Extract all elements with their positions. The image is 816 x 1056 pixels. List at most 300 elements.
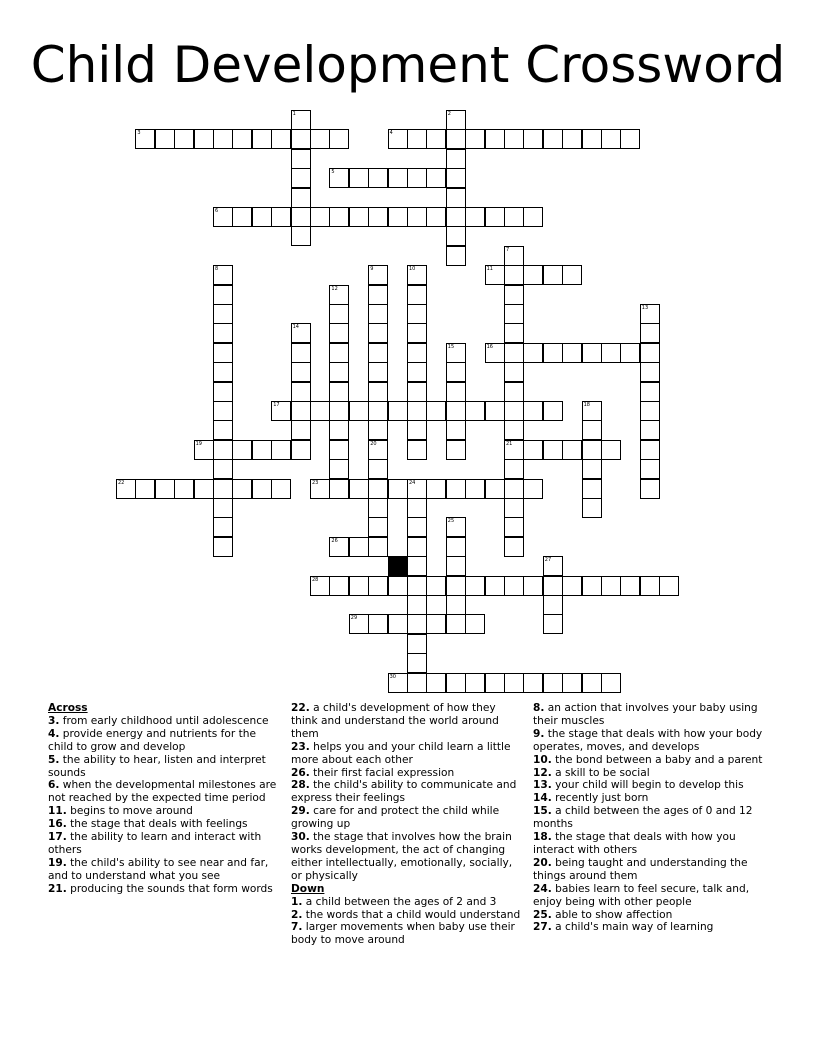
clue-item-number: 7. — [291, 921, 303, 934]
grid-cell[interactable] — [349, 207, 369, 227]
grid-cell[interactable] — [504, 673, 524, 693]
grid-cell[interactable] — [407, 595, 427, 615]
grid-cell[interactable] — [368, 420, 388, 440]
grid-cell[interactable] — [407, 285, 427, 305]
grid-cell[interactable] — [523, 673, 543, 693]
grid-cell[interactable] — [620, 343, 640, 363]
grid-cell[interactable] — [329, 285, 349, 305]
grid-cell[interactable] — [640, 343, 660, 363]
grid-cell[interactable] — [388, 576, 408, 596]
grid-cell[interactable] — [601, 673, 621, 693]
grid-cell[interactable] — [504, 459, 524, 479]
grid-cell[interactable] — [329, 168, 349, 188]
grid-cell[interactable] — [426, 401, 446, 421]
grid-cell[interactable] — [446, 595, 466, 615]
black-cell — [388, 556, 408, 576]
grid-cell[interactable] — [543, 265, 563, 285]
grid-cell[interactable] — [582, 440, 602, 460]
clue-item-number: 12. — [533, 766, 552, 779]
grid-cell[interactable] — [310, 479, 330, 499]
grid-cell[interactable] — [504, 343, 524, 363]
grid-cell[interactable] — [640, 420, 660, 440]
grid-cell[interactable] — [213, 459, 233, 479]
grid-cell[interactable] — [407, 440, 427, 460]
grid-cell[interactable] — [640, 479, 660, 499]
grid-cell[interactable] — [504, 382, 524, 402]
grid-cell[interactable] — [329, 420, 349, 440]
grid-cell[interactable] — [252, 440, 272, 460]
grid-cell[interactable] — [271, 440, 291, 460]
grid-cell[interactable] — [155, 479, 175, 499]
grid-cell[interactable] — [310, 207, 330, 227]
grid-cell[interactable] — [407, 517, 427, 537]
grid-cell[interactable] — [582, 129, 602, 149]
grid-cell[interactable] — [465, 401, 485, 421]
grid-cell[interactable] — [174, 479, 194, 499]
grid-cell[interactable] — [213, 479, 233, 499]
grid-cell[interactable] — [310, 129, 330, 149]
grid-cell[interactable] — [543, 343, 563, 363]
clue-item-text: begins to move around — [66, 805, 193, 818]
grid-cell[interactable] — [446, 246, 466, 266]
grid-cell[interactable] — [368, 343, 388, 363]
grid-cell[interactable] — [640, 440, 660, 460]
clue-item — [533, 883, 765, 909]
grid-cell[interactable] — [582, 343, 602, 363]
grid-cell[interactable] — [446, 226, 466, 246]
grid-cell[interactable] — [523, 207, 543, 227]
grid-cell[interactable] — [523, 343, 543, 363]
grid-cell[interactable] — [562, 343, 582, 363]
grid-cell[interactable] — [310, 401, 330, 421]
grid-cell[interactable] — [601, 440, 621, 460]
grid-cell[interactable] — [504, 479, 524, 499]
grid-cell[interactable] — [465, 614, 485, 634]
clue-item-text: larger movements when baby use their body to move around — [291, 921, 515, 947]
grid-cell[interactable] — [368, 614, 388, 634]
grid-cell[interactable] — [601, 343, 621, 363]
grid-cell[interactable] — [446, 576, 466, 596]
clue-item-number: 18. — [533, 831, 552, 844]
grid-cell[interactable] — [465, 129, 485, 149]
clue-item-text: from early childhood until adolescence — [59, 714, 269, 727]
grid-cell[interactable] — [485, 129, 505, 149]
grid-cell[interactable] — [213, 382, 233, 402]
grid-cell[interactable] — [329, 401, 349, 421]
clue-item — [291, 702, 523, 741]
clue-item — [48, 831, 280, 857]
grid-cell[interactable] — [504, 362, 524, 382]
grid-cell[interactable] — [213, 285, 233, 305]
grid-cell[interactable] — [582, 401, 602, 421]
grid-cell[interactable] — [504, 440, 524, 460]
grid-cell[interactable] — [407, 634, 427, 654]
grid-cell[interactable] — [252, 129, 272, 149]
grid-cell[interactable] — [349, 401, 369, 421]
clue-item-text: care for and protect the child while growing up — [291, 805, 500, 831]
grid-cell[interactable] — [194, 129, 214, 149]
grid-cell[interactable] — [291, 207, 311, 227]
grid-cell[interactable] — [485, 673, 505, 693]
grid-cell[interactable] — [426, 207, 446, 227]
clue-item — [48, 754, 280, 780]
grid-cell[interactable] — [485, 265, 505, 285]
grid-cell[interactable] — [426, 576, 446, 596]
grid-cell[interactable] — [213, 129, 233, 149]
grid-cell[interactable] — [582, 576, 602, 596]
grid-cell[interactable] — [640, 459, 660, 479]
grid-cell[interactable] — [135, 129, 155, 149]
grid-cell[interactable] — [116, 479, 136, 499]
grid-cell[interactable] — [194, 479, 214, 499]
grid-cell[interactable] — [407, 653, 427, 673]
grid-cell[interactable] — [388, 207, 408, 227]
grid-cell[interactable] — [504, 265, 524, 285]
grid-cell[interactable] — [291, 323, 311, 343]
clue-item-number: 23. — [291, 740, 310, 753]
grid-cell[interactable] — [407, 479, 427, 499]
grid-cell[interactable] — [407, 401, 427, 421]
clue-number: 23 — [312, 479, 319, 486]
grid-cell[interactable] — [543, 129, 563, 149]
grid-cell[interactable] — [388, 479, 408, 499]
grid-cell[interactable] — [582, 459, 602, 479]
clue-number: 1 — [292, 111, 296, 117]
clue-number: 29 — [350, 615, 358, 622]
grid-cell[interactable] — [407, 556, 427, 576]
grid-cell[interactable] — [446, 110, 466, 130]
clue-item-number: 1. — [291, 895, 303, 908]
grid-cell[interactable] — [446, 440, 466, 460]
grid-cell[interactable] — [582, 420, 602, 440]
clue-item-text: the ability to hear, listen and interpret sounds — [48, 753, 266, 779]
grid-cell[interactable] — [446, 673, 466, 693]
clue-item-number: 4. — [48, 727, 60, 740]
grid-cell[interactable] — [329, 207, 349, 227]
grid-cell[interactable] — [543, 576, 563, 596]
grid-cell[interactable] — [232, 440, 252, 460]
grid-cell[interactable] — [485, 343, 505, 363]
grid-cell[interactable] — [368, 479, 388, 499]
grid-cell[interactable] — [329, 440, 349, 460]
grid-cell[interactable] — [368, 440, 388, 460]
grid-cell[interactable] — [291, 401, 311, 421]
clue-item-text: the bond between a baby and a parent — [551, 753, 763, 766]
grid-cell[interactable] — [310, 576, 330, 596]
grid-cell[interactable] — [640, 576, 660, 596]
clue-item — [533, 767, 765, 780]
grid-cell[interactable] — [640, 304, 660, 324]
grid-cell[interactable] — [485, 576, 505, 596]
grid-cell[interactable] — [407, 207, 427, 227]
grid-cell[interactable] — [446, 362, 466, 382]
grid-cell[interactable] — [601, 576, 621, 596]
grid-cell[interactable] — [543, 440, 563, 460]
clue-item — [291, 779, 523, 805]
clue-item — [48, 779, 280, 805]
grid-cell[interactable] — [465, 479, 485, 499]
grid-cell[interactable] — [407, 673, 427, 693]
grid-cell[interactable] — [640, 362, 660, 382]
grid-cell[interactable] — [504, 576, 524, 596]
grid-cell[interactable] — [213, 343, 233, 363]
grid-cell[interactable] — [213, 304, 233, 324]
grid-cell[interactable] — [349, 479, 369, 499]
grid-cell[interactable] — [291, 129, 311, 149]
grid-cell[interactable] — [329, 362, 349, 382]
grid-cell[interactable] — [562, 440, 582, 460]
grid-cell[interactable] — [291, 420, 311, 440]
grid-cell[interactable] — [213, 440, 233, 460]
grid-cell[interactable] — [368, 265, 388, 285]
grid-cell[interactable] — [446, 149, 466, 169]
grid-cell[interactable] — [426, 479, 446, 499]
grid-cell[interactable] — [523, 265, 543, 285]
grid-cell[interactable] — [349, 168, 369, 188]
grid-cell[interactable] — [659, 576, 679, 596]
clue-item-number: 5. — [48, 753, 60, 766]
grid-cell[interactable] — [582, 479, 602, 499]
grid-cell[interactable] — [407, 323, 427, 343]
grid-cell[interactable] — [523, 440, 543, 460]
grid-cell[interactable] — [446, 401, 466, 421]
grid-cell[interactable] — [368, 401, 388, 421]
grid-cell[interactable] — [329, 382, 349, 402]
grid-cell[interactable] — [407, 382, 427, 402]
grid-cell[interactable] — [407, 343, 427, 363]
grid-cell[interactable] — [465, 576, 485, 596]
grid-cell[interactable] — [640, 382, 660, 402]
grid-cell[interactable] — [368, 207, 388, 227]
grid-cell[interactable] — [504, 498, 524, 518]
grid-cell[interactable] — [291, 343, 311, 363]
grid-cell[interactable] — [252, 479, 272, 499]
grid-cell[interactable] — [446, 343, 466, 363]
clue-item-text: helps you and your child learn a little more about each other — [291, 740, 511, 766]
clue-item-text: the child's ability to see near and far, and to understand what you see — [48, 856, 269, 882]
grid-cell[interactable] — [271, 207, 291, 227]
grid-cell[interactable] — [407, 614, 427, 634]
grid-cell[interactable] — [620, 129, 640, 149]
grid-cell[interactable] — [368, 362, 388, 382]
grid-cell[interactable] — [562, 576, 582, 596]
clue-item-text: a child between the ages of 0 and 12 months — [533, 805, 753, 831]
grid-cell[interactable] — [407, 265, 427, 285]
grid-cell[interactable] — [640, 323, 660, 343]
grid-cell[interactable] — [407, 576, 427, 596]
grid-cell[interactable] — [213, 537, 233, 557]
grid-cell[interactable] — [271, 479, 291, 499]
clue-item-number: 25. — [533, 908, 552, 921]
clue-number: 7 — [506, 246, 510, 253]
grid-cell[interactable] — [174, 129, 194, 149]
grid-cell[interactable] — [465, 673, 485, 693]
grid-cell[interactable] — [446, 207, 466, 227]
clue-number: 5 — [331, 169, 335, 176]
grid-cell[interactable] — [582, 673, 602, 693]
grid-cell[interactable] — [407, 498, 427, 518]
clue-item-number: 3. — [48, 714, 60, 727]
grid-cell[interactable] — [291, 168, 311, 188]
grid-cell[interactable] — [640, 401, 660, 421]
grid-cell[interactable] — [213, 401, 233, 421]
grid-cell[interactable] — [504, 207, 524, 227]
grid-cell[interactable] — [543, 673, 563, 693]
grid-cell[interactable] — [543, 556, 563, 576]
grid-cell[interactable] — [291, 440, 311, 460]
grid-cell[interactable] — [213, 362, 233, 382]
grid-cell[interactable] — [368, 517, 388, 537]
grid-cell[interactable] — [543, 401, 563, 421]
grid-cell[interactable] — [368, 382, 388, 402]
clue-item-text: the child's ability to communicate and express their feelings — [291, 779, 517, 805]
grid-cell[interactable] — [504, 304, 524, 324]
grid-cell[interactable] — [368, 498, 388, 518]
grid-cell[interactable] — [291, 149, 311, 169]
grid-cell[interactable] — [368, 576, 388, 596]
grid-cell[interactable] — [388, 614, 408, 634]
grid-cell[interactable] — [232, 479, 252, 499]
grid-cell[interactable] — [407, 168, 427, 188]
grid-cell[interactable] — [329, 323, 349, 343]
grid-cell[interactable] — [446, 188, 466, 208]
grid-cell[interactable] — [349, 614, 369, 634]
grid-cell[interactable] — [523, 401, 543, 421]
grid-cell[interactable] — [271, 401, 291, 421]
clue-number: 18 — [583, 402, 590, 408]
clue-number: 2 — [447, 111, 451, 117]
grid-cell[interactable] — [407, 129, 427, 149]
grid-cell[interactable] — [504, 246, 524, 266]
grid-cell[interactable] — [407, 362, 427, 382]
grid-cell[interactable] — [232, 207, 252, 227]
grid-cell[interactable] — [485, 207, 505, 227]
grid-cell[interactable] — [329, 479, 349, 499]
clue-number: 10 — [409, 266, 416, 273]
grid-cell[interactable] — [543, 614, 563, 634]
grid-cell[interactable] — [329, 304, 349, 324]
grid-cell[interactable] — [426, 673, 446, 693]
grid-cell[interactable] — [485, 401, 505, 421]
grid-cell[interactable] — [368, 459, 388, 479]
grid-cell[interactable] — [485, 479, 505, 499]
grid-cell[interactable] — [504, 517, 524, 537]
grid-cell[interactable] — [135, 479, 155, 499]
grid-cell[interactable] — [213, 207, 233, 227]
clue-item-number: 24. — [533, 882, 552, 895]
grid-cell[interactable] — [213, 420, 233, 440]
grid-cell[interactable] — [504, 401, 524, 421]
grid-cell[interactable] — [291, 226, 311, 246]
grid-cell[interactable] — [504, 323, 524, 343]
grid-cell[interactable] — [446, 537, 466, 557]
grid-cell[interactable] — [426, 168, 446, 188]
grid-cell[interactable] — [368, 168, 388, 188]
grid-cell[interactable] — [504, 129, 524, 149]
grid-cell[interactable] — [407, 304, 427, 324]
clue-item-text: when the developmental milestones are not reached by the expected time period — [48, 779, 277, 805]
grid-cell[interactable] — [213, 323, 233, 343]
grid-cell[interactable] — [291, 110, 311, 130]
grid-cell[interactable] — [388, 673, 408, 693]
grid-cell[interactable] — [329, 129, 349, 149]
grid-cell[interactable] — [504, 537, 524, 557]
grid-cell[interactable] — [523, 576, 543, 596]
grid-cell[interactable] — [446, 614, 466, 634]
clue-item-text: producing the sounds that form words — [66, 882, 273, 895]
grid-cell[interactable] — [601, 129, 621, 149]
grid-cell[interactable] — [446, 382, 466, 402]
clue-item — [48, 818, 280, 831]
grid-cell[interactable] — [465, 207, 485, 227]
clue-number: 6 — [215, 208, 219, 214]
grid-cell[interactable] — [213, 265, 233, 285]
grid-cell[interactable] — [291, 188, 311, 208]
grid-cell[interactable] — [213, 517, 233, 537]
grid-cell[interactable] — [620, 576, 640, 596]
grid-cell[interactable] — [388, 129, 408, 149]
grid-cell[interactable] — [426, 129, 446, 149]
grid-cell[interactable] — [368, 285, 388, 305]
grid-cell[interactable] — [504, 285, 524, 305]
clue-item-text: the stage that involves how the brain works development, the act of changing either intellectually, emotionally, socially, or physically — [291, 831, 513, 882]
grid-cell[interactable] — [155, 129, 175, 149]
grid-cell[interactable] — [329, 459, 349, 479]
grid-cell[interactable] — [562, 673, 582, 693]
grid-cell[interactable] — [582, 498, 602, 518]
grid-cell[interactable] — [368, 323, 388, 343]
clue-number: 16 — [486, 343, 493, 350]
grid-cell[interactable] — [194, 440, 214, 460]
grid-cell[interactable] — [329, 343, 349, 363]
clue-item-text: babies learn to feel secure, talk and, enjoy being with other people — [533, 882, 750, 908]
grid-cell[interactable] — [232, 129, 252, 149]
grid-cell[interactable] — [368, 304, 388, 324]
clue-number: 3 — [137, 130, 141, 137]
grid-cell[interactable] — [446, 420, 466, 440]
grid-cell[interactable] — [446, 556, 466, 576]
clue-item-number: 28. — [291, 779, 310, 792]
grid-cell[interactable] — [388, 401, 408, 421]
grid-cell[interactable] — [446, 517, 466, 537]
clue-number: 8 — [215, 266, 219, 273]
grid-cell[interactable] — [349, 576, 369, 596]
grid-cell[interactable] — [329, 576, 349, 596]
grid-cell[interactable] — [426, 614, 446, 634]
grid-cell[interactable] — [562, 129, 582, 149]
grid-cell[interactable] — [271, 129, 291, 149]
grid-cell[interactable] — [252, 207, 272, 227]
grid-cell[interactable] — [523, 479, 543, 499]
grid-cell[interactable] — [504, 420, 524, 440]
grid-cell[interactable] — [349, 537, 369, 557]
grid-cell[interactable] — [523, 129, 543, 149]
grid-cell[interactable] — [368, 537, 388, 557]
grid-cell[interactable] — [543, 595, 563, 615]
grid-cell[interactable] — [446, 168, 466, 188]
grid-cell[interactable] — [562, 265, 582, 285]
grid-cell[interactable] — [388, 168, 408, 188]
grid-cell[interactable] — [446, 479, 466, 499]
grid-cell[interactable] — [329, 537, 349, 557]
grid-cell[interactable] — [213, 498, 233, 518]
grid-cell[interactable] — [446, 129, 466, 149]
grid-cell[interactable] — [291, 382, 311, 402]
grid-cell[interactable] — [407, 420, 427, 440]
grid-cell[interactable] — [291, 362, 311, 382]
grid-cell[interactable] — [407, 537, 427, 557]
clue-number: 27 — [544, 557, 552, 564]
